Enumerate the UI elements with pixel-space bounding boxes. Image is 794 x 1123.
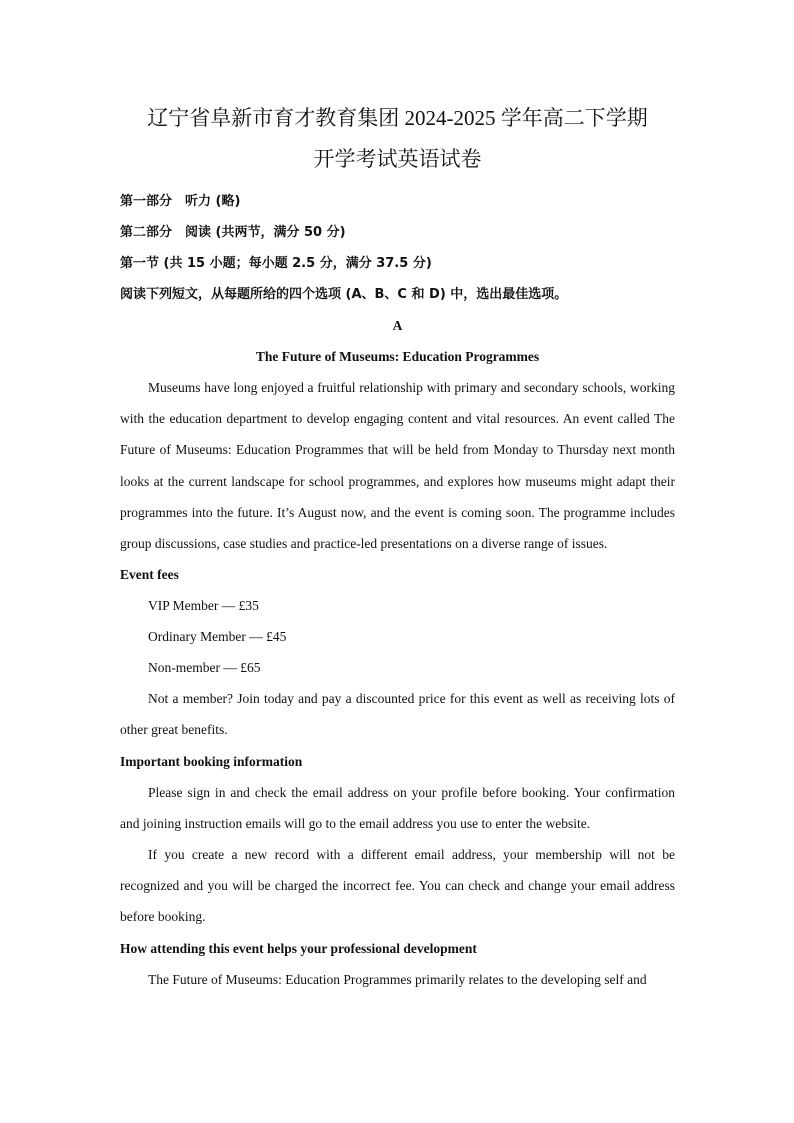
- booking-info-heading: Important booking information: [120, 753, 303, 769]
- professional-development-heading: How attending this event helps your professional development: [120, 940, 477, 956]
- passage-letter: A: [392, 318, 403, 333]
- section1-heading: 第一节 (共 15 小题；每小题 2.5 分，满分 37.5 分): [120, 256, 432, 271]
- booking-paragraph-2: If you create a new record with a different email address, your membership will not be recognized and you will be charged the incorrect fee. You can check and change your email address before booking.: [120, 847, 675, 925]
- fee-item-non-member: Non-member — £65: [148, 660, 261, 676]
- fee-item-vip: VIP Member — £35: [148, 598, 259, 614]
- fee-item-ordinary: Ordinary Member — £45: [148, 629, 287, 645]
- passage-intro-paragraph: Museums have long enjoyed a fruitful relationship with primary and secondary schools, working with the education department to develop engaging content and vital resources. An event called The Future of Museums: Education Programmes that will be held from Monday to Thursday next month looks at the current landscape for school programmes, and explores how museums might adapt their programmes into the future. It’s August now, and the event is coming soon. The programme includes group discussions, case studies and practice-led presentations on a diverse range of issues.: [120, 380, 675, 552]
- part2-heading: 第二部分 阅读 (共两节，满分 50 分): [120, 225, 346, 240]
- page-content: [120, 100, 675, 995]
- member-note-paragraph: Not a member? Join today and pay a discounted price for this event as well as receiving lots of other great benefits.: [120, 691, 675, 738]
- part1-heading: 第一部分 听力 (略): [120, 194, 241, 209]
- reading-instruction: 阅读下列短文，从每题所给的四个选项 (A、B、C 和 D) 中，选出最佳选项。: [120, 287, 568, 302]
- professional-development-paragraph: The Future of Museums: Education Programmes primarily relates to the developing self and: [148, 971, 647, 987]
- passage-title: The Future of Museums: Education Programmes: [255, 349, 540, 364]
- exam-title-line1: 辽宁省阜新市育才教育集团 2024-2025 学年高二下学期: [147, 106, 648, 130]
- booking-paragraph-1: Please sign in and check the email address on your profile before booking. Your confirmation and joining instruction emails will go to the email address you use to enter the website.: [120, 784, 675, 831]
- exam-title-line2: 开学考试英语试卷: [313, 147, 482, 171]
- event-fees-heading: Event fees: [120, 567, 179, 583]
